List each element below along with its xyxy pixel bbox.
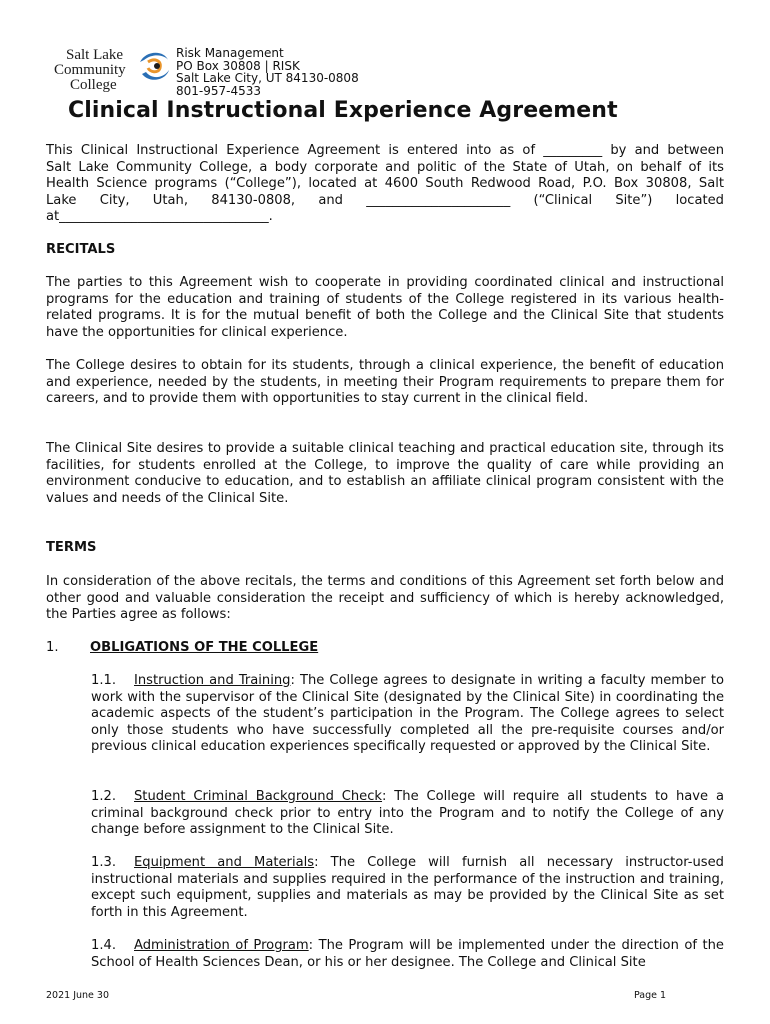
recitals-paragraph-1: The parties to this Agreement wish to cooperate in providing coordinated clinical and instructional programs for the education and training of students of the College registered in its various health-related programs. It is for the mutual benefit of both the College and the Clinical Site that students have the opportunities for clinical experience.	[46, 275, 724, 340]
logo-emblem-icon	[136, 48, 172, 88]
footer-date: 2021 June 30	[46, 990, 109, 1001]
logo-line-1: Salt Lake	[66, 47, 124, 63]
recitals-paragraph-3: The Clinical Site desires to provide a suitable clinical teaching and practical education site, through its facilities, for students enrolled at the College, to improve the quality of care while providing an environment conducive to education, and to establish an affiliate clinical program consistent with the values and needs of the Clinical Site.	[46, 441, 724, 506]
clause-1-3-heading: Equipment and Materials	[134, 855, 315, 870]
footer-page-number: Page 1	[634, 990, 667, 1001]
terms-heading: TERMS	[46, 540, 97, 555]
logo-line-2: Community	[54, 62, 126, 78]
clause-1-4-number: 1.4.	[91, 938, 116, 953]
clause-1-1	[91, 673, 724, 756]
intro-line-1: This Clinical Instructional Experience Agreement is entered into as of _________ by and between	[46, 143, 724, 158]
clause-1-2-text: : The College will require all students to have a criminal background check prior to entry into the Program and to notify the College of any change before assignment to the Clinical Site.	[91, 789, 724, 838]
clause-1-1-heading: Instruction and Training	[134, 673, 291, 688]
clause-1-1-number: 1.1.	[91, 673, 116, 688]
clause-1-4-text: : The Program will be implemented under the direction of the School of Health Sciences Dean, or his or her designee. The College and Clinical Site	[91, 938, 724, 970]
clause-1-2-heading: Student Criminal Background Check	[134, 789, 383, 804]
address-line-po-box: PO Box 30808 | RISK	[176, 58, 300, 73]
address-block	[176, 47, 359, 97]
clause-1-3	[91, 855, 724, 921]
intro-line-5: at________________________________.	[46, 209, 273, 225]
recitals-heading: RECITALS	[46, 242, 116, 257]
clause-1-4	[91, 938, 724, 971]
address-line-phone: 801-957-4533	[176, 83, 262, 98]
clause-1-4-heading: Administration of Program	[134, 938, 309, 953]
clause-1-2	[91, 789, 724, 839]
section-1-title: OBLIGATIONS OF THE COLLEGE	[90, 640, 319, 655]
clause-1-2-number: 1.2.	[91, 789, 116, 804]
logo-line-3: College	[70, 77, 117, 93]
intro-paragraph	[46, 143, 724, 226]
intro-line-3: Health Science programs (“College”), located at 4600 South Redwood Road, P.O. Box 30808, Salt	[46, 176, 724, 192]
clause-1-3-text: : The College will furnish all necessary instructor-used instructional materials and supplies required in the performance of the instruction and training, except such equipment, supplies and materials as may be provided by the Clinical Site as set forth in this Agreement.	[91, 855, 724, 920]
address-line-department: Risk Management	[176, 46, 284, 60]
document-title: Clinical Instructional Experience Agreement	[68, 98, 618, 123]
address-line-city: Salt Lake City, UT 84130-0808	[176, 71, 359, 85]
intro-line-4: Lake City, Utah, 84130-0808, and ______________________ (“Clinical Site”) located	[46, 192, 724, 208]
college-logo	[52, 46, 176, 96]
section-1-number: 1.	[46, 640, 59, 655]
clause-1-1-text: : The College agrees to designate in writing a faculty member to work with the supervisor of the Clinical Site (designated by the Clinical Site) in coordinating the academic aspects of the student’s participation in the Program. The College agrees to select only those students who have successfully completed all the pre-requisite courses and/or previous clinical education experiences specifically requested or approved by the Clinical Site.	[91, 673, 724, 755]
intro-line-2: Salt Lake Community College, a body corporate and politic of the State of Utah, on behalf of its	[46, 159, 724, 175]
clause-1-3-number: 1.3.	[91, 855, 116, 870]
terms-paragraph: In consideration of the above recitals, the terms and conditions of this Agreement set forth below and other good and valuable consideration the receipt and sufficiency of which is hereby acknowledged, the Parties agree as follows:	[46, 574, 724, 623]
recitals-paragraph-2: The College desires to obtain for its students, through a clinical experience, the benefit of education and experience, needed by the students, in meeting their Program requirements to prepare them for careers, and to provide them with opportunities to stay current in the clinical field.	[46, 358, 724, 407]
